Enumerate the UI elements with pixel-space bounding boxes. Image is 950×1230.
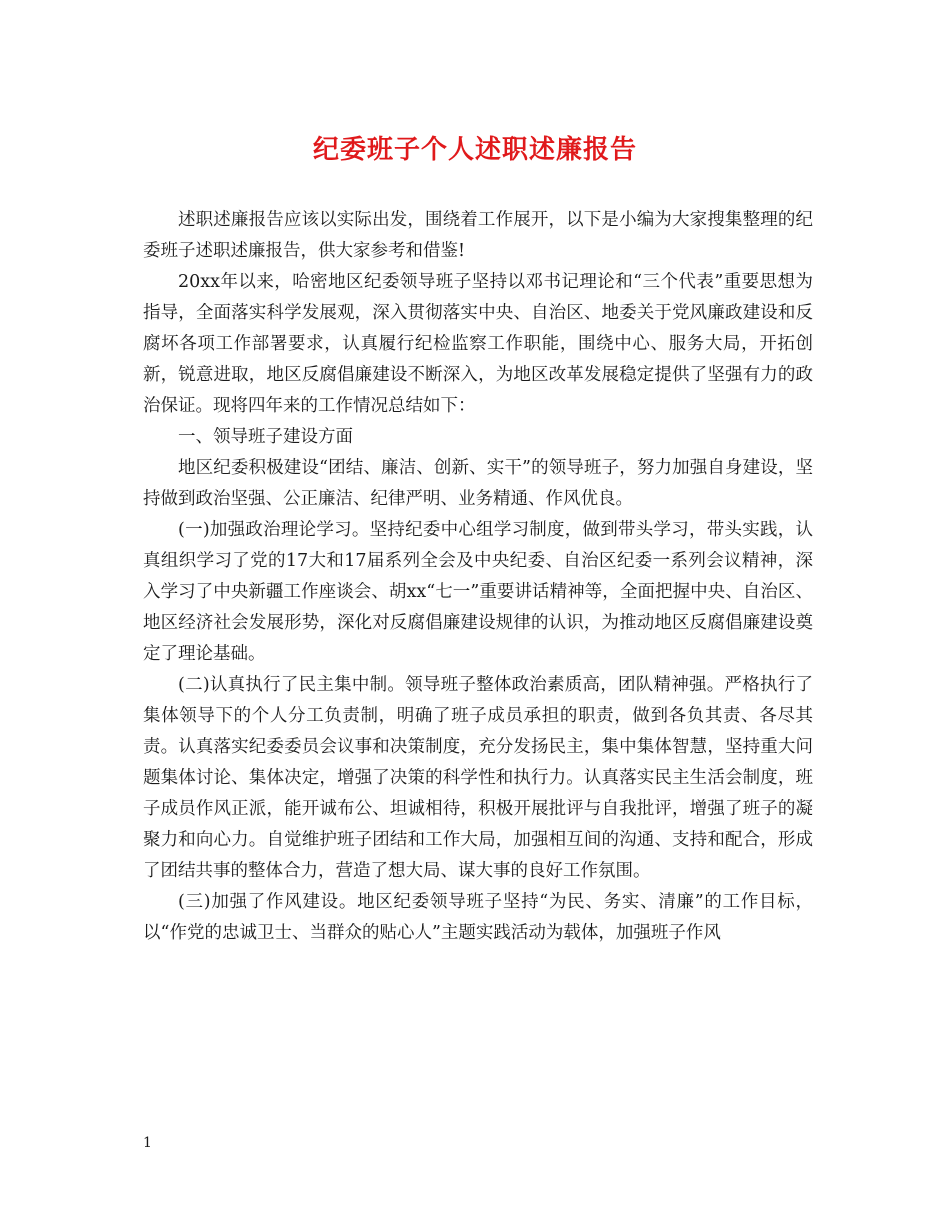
paragraph-overview: 20xx年以来，哈密地区纪委领导班子坚持以邓书记理论和“三个代表”重要思想为指导，全面落实科学发展观，深入贯彻落实中央、自治区、地委关于党风廉政建设和反腐坏各项工作部署要求，认真履行纪检监察工作职能，围绕中心、服务大局，开拓创新，锐意进取，地区反腐倡廉建设不断深入，为地区改革发展稳定提供了坚强有力的政治保证。现将四年来的工作情况总结如下： bbox=[143, 272, 813, 416]
page-number: 1 bbox=[143, 1135, 152, 1151]
paragraph-theory-study: (一)加强政治理论学习。坚持纪委中心组学习制度，做到带头学习，带头实践，认真组织学习了党的17大和17届系列全会及中央纪委、自治区纪委一系列会议精神，深入学习了中央新疆工作座谈会、胡xx“七一”重要讲话精神等，全面把握中央、自治区、地区经济社会发展形势，深化对反腐倡廉建设规律的认识，为推动地区反腐倡廉建设奠定了理论基础。 bbox=[143, 520, 813, 664]
section-heading-leadership: 一、领导班子建设方面 bbox=[178, 427, 353, 447]
document-title: 纪委班子个人述职述廉报告 bbox=[312, 135, 637, 165]
paragraph-work-style: (三)加强了作风建设。地区纪委领导班子坚持“为民、务实、清廉”的工作目标，以“作党的忠诚卫士、当群众的贴心人”主题实践活动为载体，加强班子作风 bbox=[143, 892, 813, 943]
document-body bbox=[143, 205, 813, 949]
paragraph-intro: 述职述廉报告应该以实际出发，围绕着工作展开，以下是小编为大家搜集整理的纪委班子述职述廉报告，供大家参考和借鉴! bbox=[143, 210, 813, 261]
paragraph-democratic-centralism: (二)认真执行了民主集中制。领导班子整体政治素质高，团队精神强。严格执行了集体领导下的个人分工负责制，明确了班子成员承担的职责，做到各负其责、各尽其责。认真落实纪委委员会议事和决策制度，充分发扬民主，集中集体智慧，坚持重大问题集体讨论、集体决定，增强了决策的科学性和执行力。认真落实民主生活会制度，班子成员作风正派，能开诚布公、坦诚相待，积极开展批评与自我批评，增强了班子的凝聚力和向心力。自觉维护班子团结和工作大局，加强相互间的沟通、支持和配合，形成了团结共事的整体合力，营造了想大局、谋大事的良好工作氛围。 bbox=[143, 675, 813, 881]
paragraph-leadership: 地区纪委积极建设“团结、廉洁、创新、实干”的领导班子，努力加强自身建设，坚持做到政治坚强、公正廉洁、纪律严明、业务精通、作风优良。 bbox=[143, 458, 813, 509]
